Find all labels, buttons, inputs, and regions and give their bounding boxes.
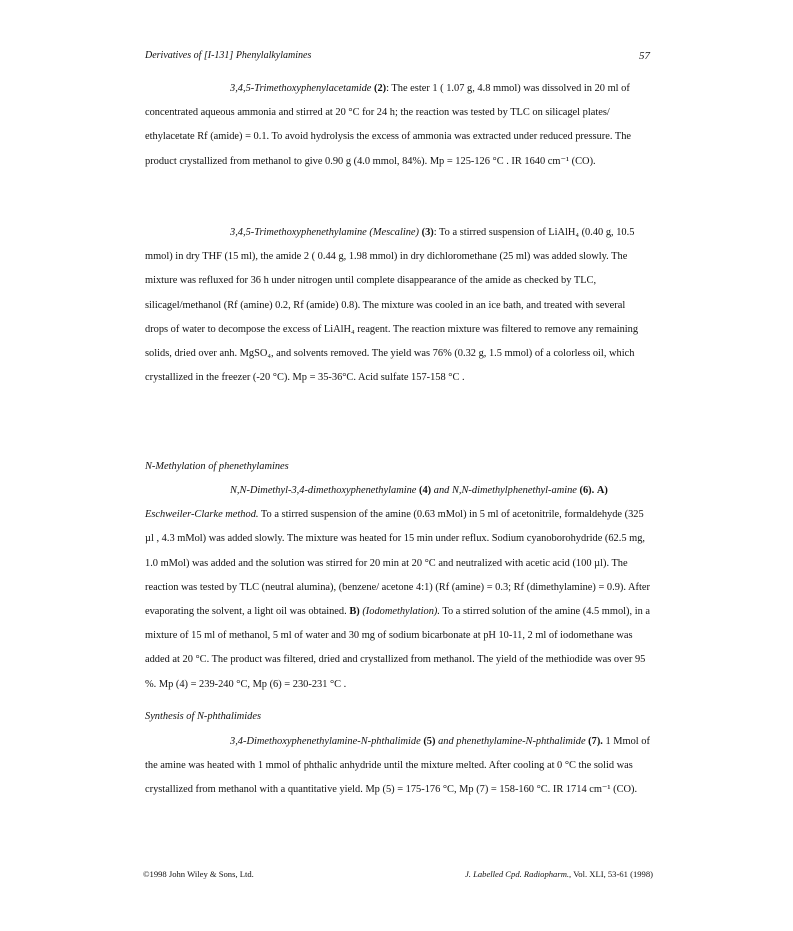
volume-info: Vol. XLI, 53-61 (1998) <box>571 869 653 879</box>
paragraph-body: : To a stirred suspension of LiAlH₄ (0.40 g, 10.5 mmol) in dry THF (15 ml), the amide 2 ( 0.44 g, 1.98 mmol) in dry dichloromethane (25 ml) was added slowly. The mixture was refluxed for 36 h under nitrogen until complete disappearance of the amide as checked by TLC, silicagel/methanol (Rf (amine) 0.2, Rf (amide) 0.8). The mixture was cooled in an ice bath, and treated with several drops of water to decompose the excess of LiAlH₄ reagent. The reaction mixture was filtered to remove any remaining solids, dried over anh. MgSO₄, and solvents removed. The yield was 76% (0.32 g, 1.5 mmol) of a colorless oil, which crystallized in the freezer (-20 °C). Mp = 35-36°C. Acid sulfate 157-158 °C . <box>145 227 639 384</box>
compound-title: 3,4,5-Trimethoxyphenethylamine (Mescaline) <box>230 227 419 238</box>
compound-title: 3,4-Dimethoxyphenethylamine-N-phthalimide <box>230 736 421 747</box>
copyright-notice: ©1998 John Wiley & Sons, Ltd. <box>143 869 254 879</box>
paragraph-body: 1 Mmol of the amine was heated with 1 mmol of phthalic anhydride until the mixture melted. After cooling at 0 °C the solid was crystallized from methanol with a quantitative yield. Mp (5) = 175-176 °C, Mp (7) = 158-160 °C. IR 1714 cm⁻¹ (CO). <box>145 736 650 796</box>
method-label: B) <box>349 606 360 618</box>
section-heading-n-methylation: N-Methylation of phenethylamines <box>145 461 289 472</box>
compound-number: (4) <box>419 485 432 496</box>
paragraph-phthalimides <box>145 730 650 803</box>
method-name: Eschweiler-Clarke method. <box>145 509 259 521</box>
journal-citation <box>465 869 653 879</box>
paragraph-n-methylation <box>145 479 650 697</box>
compound-title: N,N-dimethylphenethyl-amine <box>451 485 577 496</box>
paragraph-mescaline <box>145 221 650 390</box>
page-number: 57 <box>639 50 650 62</box>
compound-number: (3) <box>421 227 434 238</box>
paragraph-body: To a stirred suspension of the amine (0.63 mMol) in 5 ml of acetonitrile, formaldehyde (325 µl , 4.3 mMol) was added slowly. The mixture was heated for 15 min under reflux. Sodium cyanoborohydride (62.5 mg, 1.0 mMol) was added and the solution was stirred for 20 min at 20 °C and neutralized with acetic acid (100 µl). The reaction was tested by TLC (neutral alumina), (benzene/ acetone 4:1) (Rf (amine) = 0.3; Rf (dimethylamine) = 0.9). After evaporating the solvent, a light oil was obtained. <box>145 509 650 618</box>
compound-title: 3,4,5-Trimethoxyphenylacetamide <box>230 83 372 94</box>
running-title: Derivatives of [I-131] Phenylalkylamines <box>145 50 312 61</box>
paragraph-body: To a stirred solution of the amine (4.5 mmol), in a mixture of 15 ml of methanol, 5 ml of water and 30 mg of sodium bicarbonate at pH 10-11, 2 ml of iodomethane was added at 20 °C. The product was filtered, dried and crystallized from methanol. The yield of the methiodide was over 95 %. Mp (4) = 239-240 °C, Mp (6) = 230-231 °C . <box>145 606 650 690</box>
compound-title: N,N-Dimethyl-3,4-dimethoxyphenethylamine <box>230 485 417 496</box>
paragraph-body: : The ester 1 ( 1.07 g, 4.8 mmol) was dissolved in 20 ml of concentrated aqueous ammonia and stirred at 20 °C for 24 h; the reaction was tested by TLC on silicagel plates/ ethylacetate Rf (amide) = 0.1. To avoid hydrolysis the excess of ammonia was extracted under reduced pressure. The product crystallized from methanol to give 0.90 g (4.0 mmol, 84%). Mp = 125-126 °C . IR 1640 cm⁻¹ (CO). <box>145 83 632 167</box>
journal-name: J. Labelled Cpd. Radiopharm., <box>464 869 572 879</box>
paragraph-trimethoxyphenylacetamide <box>145 77 650 174</box>
conjunction: and <box>433 485 450 496</box>
method-name: (Iodomethylation). <box>362 606 440 618</box>
section-heading-phthalimides: Synthesis of N-phthalimides <box>145 711 262 722</box>
conjunction: and <box>438 736 454 747</box>
compound-number: (7). <box>588 736 603 747</box>
compound-number: (6). <box>579 485 595 496</box>
compound-number: (2) <box>374 83 387 94</box>
compound-title: phenethylamine-N-phthalimide <box>456 736 586 747</box>
method-label: A) <box>596 485 608 496</box>
compound-number: (5) <box>423 736 436 747</box>
